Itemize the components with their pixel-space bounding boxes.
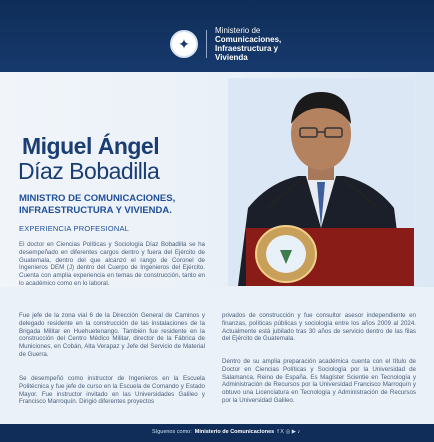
ministry-logo <box>170 26 281 62</box>
section-heading: EXPERIENCIA PROFESIONAL <box>19 224 130 233</box>
ministry-name-line4: Vivienda <box>215 53 248 62</box>
ministry-name-line3: Infraestructura y <box>215 44 279 53</box>
paragraph-3: Se desempeñó como instructor de Ingenieros en la Escuela Politécnica y fue jefe de curso en la Escuela de Comando y Estado Mayor. Fue instructor invitado en las Universidades Galileo y Francisco Marroquín. Dirigió diferentes proyectos <box>19 375 205 406</box>
paragraph-1: El doctor en Ciencias Políticas y Sociología Díaz Bobadilla se ha desempeñado en diferentes cargos dentro y fuera del Ejército de Guatemala, dentro del que alcanzó el rango de Coronel de Ingenieros DEM (J) dentro del Cuerpo de Ingenieros del Ejército. Cuenta con amplia experiencia en temas de construcción, tanto en lo académico como en lo laboral. <box>19 241 205 287</box>
logo-divider <box>206 30 207 58</box>
coat-of-arms-icon: ✦ <box>170 30 198 58</box>
first-name: Miguel Ángel <box>22 133 160 159</box>
social-icons[interactable]: f X ◎ ▶ ♪ <box>277 429 301 435</box>
header-band <box>0 0 434 72</box>
footer-handle[interactable]: Ministerio de Comunicaciones <box>194 429 275 435</box>
ministry-name-line1: Ministerio de <box>215 26 261 35</box>
last-name: Díaz Bobadilla <box>18 158 160 184</box>
footer-bar <box>0 424 434 442</box>
minister-portrait <box>228 78 414 286</box>
ministry-name-line2: Comunicaciones, <box>215 35 282 44</box>
footer-social <box>152 429 300 435</box>
paragraph-5: Dentro de su amplia preparación académica cuenta con el título de Doctor en Ciencias Políticas y Sociología por la Universidad de Salamanca, Reino de España. Es Magíster Scientie en Tecnología y Administración de Recursos por la Universidad Francisco Marroquín y obtuvo una Licenciatura en Tecnología y Administración de Recursos por la Universidad Galileo. <box>222 358 416 404</box>
paragraph-4: privados de construcción y fue consultor asesor independiente en finanzas, políticas públicas y sociología entre los años 2009 al 2024. Actualmente está jubilado tras 30 años de servicio dentro de las filas del Ejército de Guatemala. <box>222 312 416 343</box>
paragraph-2: Fue jefe de la zona vial 6 de la Dirección General de Caminos y delegado residente en la construcción de las instalaciones de la Brigada Militar en Huehuetenango. También fue residente en la construcción del Centro Médico Militar, director de la Fábrica de Municiones, en Cobán, Alta Verapaz y Jefe del Servicio de Material de Guerra. <box>19 312 205 358</box>
footer-prefix: Síguenos como: <box>152 429 192 435</box>
ministry-name <box>215 26 281 62</box>
role-title: MINISTRO DE COMUNICACIONES, INFRAESTRUCTURA Y VIVIENDA. <box>19 193 176 216</box>
